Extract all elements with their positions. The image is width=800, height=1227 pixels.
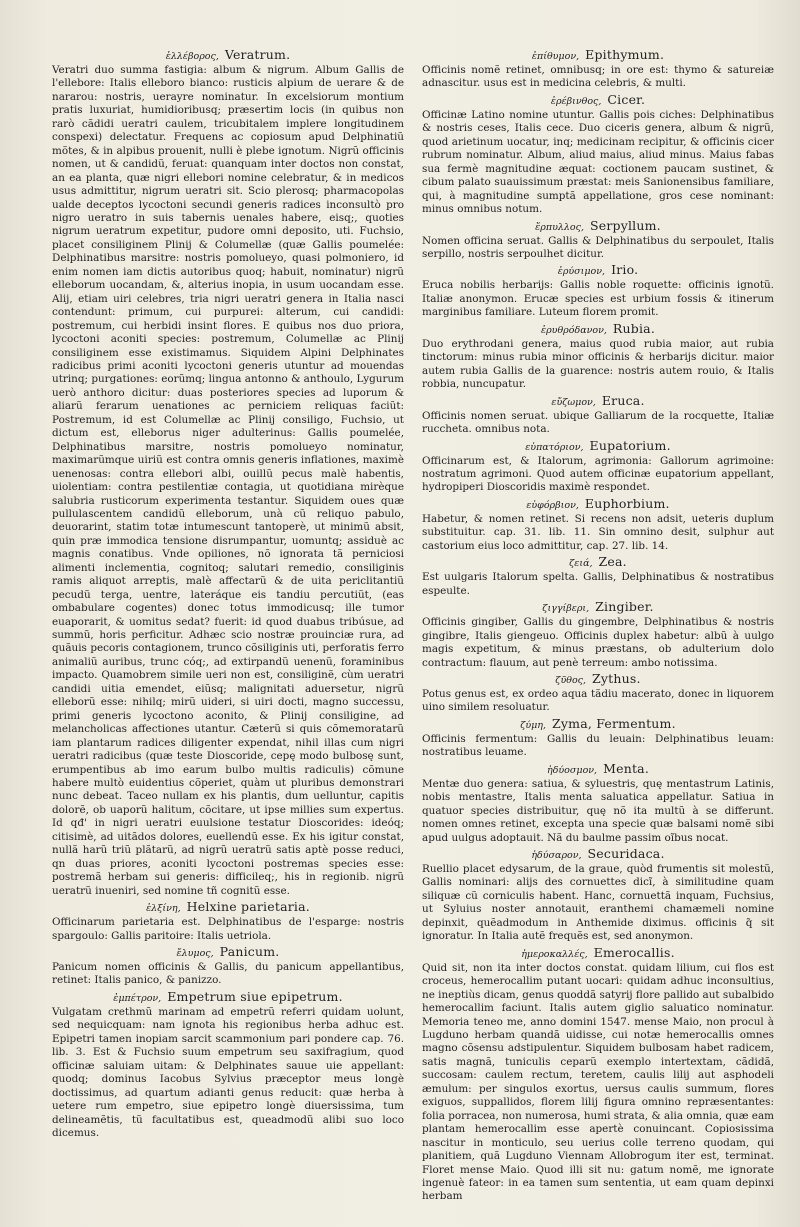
greek-name: εὐπατόριον, xyxy=(525,441,584,453)
entry-heading xyxy=(422,393,774,410)
entry-text: Mentæ duo genera: satiua, & syluestris, quę mentastrum Latinis, nobis mentastre, Italis menta saluatica appellatur. Satiua in quatuor species distribuitur, quę nõ ita multũ à se differunt. nomen omnes retinet, excepta una specie quæ balsami nomẽ sibi apud uulgus adoptauit. Nã du baulme passim oĩbus nocat. xyxy=(422,777,774,844)
latin-name: Panicum. xyxy=(219,944,280,959)
entry-text: Potus genus est, ex ordeo aqua tãdiu macerato, donec in liquorem uino similem resoluatur. xyxy=(422,687,774,714)
entry-heading xyxy=(422,846,774,863)
entry-text: Officinis fermentum: Gallis du leuain: Delphinatibus leuam: nostratibus leuame. xyxy=(422,732,774,759)
entry-heading xyxy=(422,599,774,616)
latin-name: Cicer. xyxy=(607,91,646,107)
entry-heading xyxy=(422,671,774,688)
herb-entry xyxy=(52,47,404,898)
entry-text: Est uulgaris Italorum spelta. Gallis, Delphinatibus & nostratibus espeulte. xyxy=(422,571,774,597)
greek-name: ἐρυθρόδανον, xyxy=(541,324,607,336)
entry-text: Officinis gingiber, Gallis du gingembre, Delphinatibus & nostris gingibre, Italis giengeuo. Officinis duplex habetur: albũ à uulgo magis expetitum, & minus præstans, ob adulterium dolo contractum: flauum, aut penè terreum: ambo notissima. xyxy=(422,616,774,669)
herb-entry xyxy=(422,846,774,944)
latin-name: Zingiber. xyxy=(595,599,654,615)
herb-entry xyxy=(52,944,404,988)
greek-name: ἕρπυλλος, xyxy=(535,221,584,233)
entry-heading xyxy=(422,554,774,571)
herb-entry xyxy=(422,761,774,845)
entry-heading xyxy=(422,761,774,778)
greek-name: ζιγγίβερι, xyxy=(542,603,590,615)
entry-text: Officinarum est, & Italorum, agrimonia: Gallorum agrimoine: nostratum agrimoni. Quod autem officinæ eupatorium appellant, hydropiperi Dioscoridis maximè respondet. xyxy=(422,454,774,494)
entry-heading xyxy=(422,47,774,64)
entry-text: Officinis nomen seruat. ubique Galliarum de la rocquette, Italiæ ruccheta. omnibus nota. xyxy=(422,409,774,436)
entry-heading xyxy=(422,262,774,279)
herb-entry xyxy=(422,438,774,495)
latin-name: Euphorbium. xyxy=(584,495,670,511)
herb-entry xyxy=(422,321,774,392)
herb-entry xyxy=(422,599,774,670)
greek-name: ζῦθος, xyxy=(555,674,587,686)
latin-name: Emerocallis. xyxy=(593,944,675,960)
right-column xyxy=(422,46,774,1204)
greek-name: ζύμη, xyxy=(520,719,547,731)
entry-text: Duo erythrodani genera, maius quod rubia maior, aut rubia tinctorum: minus rubia minor officinis & herbarijs dicitur. maior autem rubia Gallis de la guarence: nostris autem rouio, & Italis robbia, nuncupatur. xyxy=(422,337,774,391)
herb-entry xyxy=(422,671,774,715)
entry-text: Veratri duo summa fastigia: album & nigrum. Album Gallis de l'ellebore: Italis elleboro bianco: rusticis alpium de uerare & de nararou: nostris, uerayre nominatur. In excelsiorum montium pratis luxuriat, humidioribusq; præsertim locis (in quibus non rarò cãdidi ueratri caulem, tricubitalem implere longitudinem conspexi) delectatur. Frequens ac copiosum apud Delphinatiũ mõtes, & in alpibus prouenit, nulli è plebe ignotum. Nigrũ officinis nomen, ut & candidũ, feruat: quanquam inter doctos non constat, an ea planta, quæ nigri ellebori nomine celebratur, & in medicos usus admittitur, nigrum ueratri sit. Scio plerosq; pharmacopolas ualde deceptos lycoctoni secundi generis radices inconsultò pro nigro ueratro in suis tabernis uenales habere, eisq;, quoties nigrum ueratrum expetitur, pudore omni deposito, uti. Fuchsio, placet consiliginem Plinij & Columellæ (quæ Gallis poumelée: Delphinatibus marsitre: nostris pomolueyo, quasi polmoniero, id enim nomen iam dictis autoribus quoq; habuit, nominatur) nigrũ elleborum uocandam, &, alterius inopia, in usum uocandam esse. Alij, etiam uiri celebres, tria nigri ueratri genera in Italia nasci contendunt: primum, cui purpurei: alterum, cui candidi: postremum, cui herbidi insint flores. E quibus nos duo priora, lycoctoni aconiti species: postremum, Columellæ ac Plinij consiliginem esse existimamus. Siquidem Alpini Delphinates radicibus primi aconiti lycoctoni generis utuntur ad mouendas utrinq; purgationes: eorũmq; lingua antonno & anthoulo, Lygurum uerò anthoro dicitur: duas posteriores species ad luporum & aliarũ ferarum uenationes ac perniciem reliquas faciũt: Postremum, id est Columellæ ac Plinij consiligo, Fuchsio, ut dictum est, elleborus niger adulterinus: Gallis poumelée, Delphinatibus marsitre, nostris pomolueyo nominatur, maximarũmque uiriũ est contra omnis generis inflationes, maximè uenenosas: contra ellebori albi, ouillũ pecus malè habentis, uiolentiam: contra pestilentiæ contagia, ut quotidiana mirèque salubria rusticorum experimenta testantur. Siquidem oues quæ pullulascentem candidũ elleborum, unà cũ reliquo pabulo, deuorarint, statim totæ intumescunt tantoperè, ut minimũ absit, quin præ immodica tensione disrumpantur, uomuntq; assiduè ac magnis conatibus. Vnde opiliones, nõ ignorata tã perniciosi alimenti inclementia, cognitoq; salutari remedio, consiliginis ramis aliquot arreptis, malè affectarũ & de uita periclitantiũ pecudũ terga, uentre, lateráque eis tandiu percutiũt, (eas ombabulare cogentes) donec totus immodicusq; ille tumor euaporarit, & uomitus sedat? fuerit: id quod duabus tribúsue, ad summũ, horis perficitur. Adhæc scio nostræ prouinciæ rura, ad quãuis pecoris contagionem, trunco cõsiliginis uti, perforatis ferro animaliũ auribus, trunc cóq;, ad extirpandũ uenenũ, foraminibus impacto. Quamobrem simile ueri non est, consiliginẽ, cùm ueratri candidi uitia emendet, eiũsq; malignitati aduersetur, nigrũ elleborũ esse: nihilq; mirũ uideri, si uiri docti, magno successu, primi generis lycoctono aconito, & Plinij consiligine, ad melancholicas affectiones utantur. Cæterũ si quis cõmemoratarũ iam plantarum radices diligenter expendat, nihil illas cum nigri ueratri radicibus (quæ teste Dioscoride, cepę modo bulbosę sunt, erumpentibus ab imo earum bulbo multis radiculis) cõmune habere multò euidentius cõperiet, quàm ut pluribus demonstrari nunc debeat. Taceo nullam ex his plantis, dum uelluntur, capitis dolorẽ, ob uaporũ halitum, cõcitare, ut ipse millies sum expertus. Id qđ' in nigri ueratri euulsione testatur Dioscorides: ideóq; citisimè, ad uitãdos dolores, euellendũ esse. Ex his igitur constat, nullã harũ triũ plãtarũ, ad nigrũ ueratrũ satis aptè posse reduci, qn duas priores, aconiti lycoctoni postremas species esse: postremã herbam sui generis: difficileq;, his in regionib. nigrũ ueratrũ inueniri, sed nomine tñ cognitũ esse. xyxy=(52,64,404,897)
entry-heading xyxy=(422,945,774,962)
greek-name: ἡδύσαρον, xyxy=(531,850,582,862)
herb-entry xyxy=(52,899,404,943)
latin-name: Zyma, Fermentum. xyxy=(552,715,676,731)
entry-heading xyxy=(422,438,774,455)
herb-entry xyxy=(422,218,774,262)
greek-name: ἐρύσιμον, xyxy=(557,266,606,278)
entry-heading xyxy=(422,218,774,235)
entry-heading xyxy=(422,321,774,338)
herb-entry xyxy=(422,393,774,437)
entry-text: Nomen officina seruat. Gallis & Delphinatibus du serpoulet, Italis serpillo, nostris serpoulhet dicitur. xyxy=(422,234,774,260)
herb-entry xyxy=(422,92,774,217)
latin-name: Veratrum. xyxy=(224,47,291,62)
entry-heading xyxy=(422,496,774,513)
greek-name: ἑλξίνη, xyxy=(146,903,181,915)
entry-heading xyxy=(52,899,404,916)
latin-name: Helxine parietaria. xyxy=(186,899,310,915)
greek-name: ζειά, xyxy=(569,558,593,570)
greek-name: ἐπίθυμον, xyxy=(531,51,580,62)
entry-text: Quid sit, non ita inter doctos constat. quidam lilium, cui flos est croceus, hemerocallim putant uocari: quidam adhuc inconsultius, ne ineptiùs dicam, genus quoddã satyrij flore pallido aut subalbido hemerocallim faciunt. Italis autem giglio saluatico nominatur. Memoria teneo me, anno domini 1547. mense Maio, non procul à Lugduno herbam quandã uidisse, cui notæ hemerocallis omnes magno cõsensu adstipulentur. Siquidem bulbosam habet radicem, satis magnã, tuniculis ceparũ exemplo intertextam, cãdidã, succosam: caulem rectum, teretem, caulis lilij aut asphodeli æmulum: per singulos exortus, uersus caulis summum, flores exiguos, suppallidos, florem lilij figura omnino repræsentantes: folia porracea, non numerosa, humi strata, & alia omnia, quæ eam plantam hemerocallim esse apertè conuincant. Copiosissima nascitur in monticulo, seu uerius colle terreno quodam, qui planitiem, quã Lugduno Viennam Allobrogum iter est, terminat. Floret mense Maio. Quod illi sit nu: gatum nomẽ, me ignorate ingenuè fateor: in ea tamen sum sententia, ut eam quam depinxi herbam xyxy=(422,961,774,1203)
greek-name: εὐφόρβιον, xyxy=(526,499,579,511)
latin-name: Empetrum siue epipetrum. xyxy=(167,988,343,1004)
greek-name: ἔλυμος, xyxy=(176,948,214,959)
herb-entry xyxy=(422,945,774,1204)
herb-entry xyxy=(52,989,404,1141)
greek-name: ἡδύοσμον, xyxy=(547,764,598,776)
greek-name: ἐμπέτρον, xyxy=(113,992,162,1004)
entry-heading xyxy=(52,989,404,1006)
herb-entry xyxy=(422,716,774,760)
latin-name: Zea. xyxy=(598,554,627,570)
entry-text: Eruca nobilis herbarijs: Gallis noble roquette: officinis ignotũ. Italiæ anonymon. Erucæ species est urbium fossis & itinerum marginibus familiare. Luteum florem promit. xyxy=(422,279,774,319)
latin-name: Irio. xyxy=(611,262,639,278)
greek-name: ἑλλέβορος, xyxy=(165,51,219,62)
latin-name: Rubia. xyxy=(612,320,655,336)
herb-entry xyxy=(422,554,774,598)
entry-heading xyxy=(52,944,404,961)
herb-entry xyxy=(422,262,774,319)
entry-text: Ruellio placet edysarum, de la graue, quòd frumentis sit molestũ, Gallis nominari: alijs des cornuettes dicĩ, à similitudine quam siliquæ cũ corniculis habent. Hanc, cornuettã inquam, Fuchsius, ut Syluius noster annotauit, eranthemi chamæmeli nomine depinxit, quẽadmodum in Anthemide diximus. officinis q̃ sit ignoratur. In Italia autẽ frequẽs est, sed anonymon. xyxy=(422,863,774,943)
left-column xyxy=(52,46,404,1140)
latin-name: Eupatorium. xyxy=(589,437,671,453)
entry-heading xyxy=(422,716,774,733)
entry-text: Officinis nomẽ retinet, omnibusq; in ore est: thymo & satureiæ adnascitur. usus est in medicina celebris, & multi. xyxy=(422,64,774,90)
greek-name: ἡμεροκαλλές, xyxy=(521,948,588,960)
latin-name: Zythus. xyxy=(592,670,641,686)
greek-name: ἐρέβινθος, xyxy=(550,95,602,107)
greek-name: εὔζωμον, xyxy=(551,396,596,408)
entry-text: Panicum nomen officinis & Gallis, du panicum appellantibus, retinet: Italis panico, & panizzo. xyxy=(52,961,404,987)
entry-text: Vulgatam crethmũ marinam ad empetrũ referri quidam uolunt, sed nequicquam: nam ignota his regionibus herba adhuc est. Epipetri tamen inopiam sarcit scammonium pari pondere cap. 76. lib. 3. Est & Fuchsio suum empetrum seu saxifragium, quod officinæ saluiam uitam: & Delphinates sauue uie appellant: quodq; dominus Iacobus Sylvius præceptor meus longè doctissimus, ad quartum adianti genus reducit: quæ herba à uetere rum empetro, siue epipetro longè diuersissima, tum delineamẽtis, tũ facultatibus est, queadmodũ alibi suo loco dicemus. xyxy=(52,1005,404,1139)
latin-name: Serpyllum. xyxy=(589,217,661,233)
herb-entry xyxy=(422,496,774,553)
entry-heading xyxy=(52,47,404,64)
entry-text: Officinarum parietaria est. Delphinatibus de l'esparge: nostris spargoulo: Gallis paritoire: Italis uetriola. xyxy=(52,916,404,942)
latin-name: Securidaca. xyxy=(587,846,665,862)
entry-text: Officinæ Latino nomine utuntur. Gallis pois ciches: Delphinatibus & nostris ceses, Italis cece. Duo ciceris genera, album & nigrũ, quod arietinum uocatur, inq; medicinam recipitur, & officinis cicer rubrum nominatur. Album, aliud maius, aliud minus. Maius fabas sua fermè magnitudine æquat: coctionem paucam sustinet, & cibum palato suauissimum præstat: meis Sanionensibus familiare, qui, à magnitudine sumptã appellatione, gros cese nominant: minus omnibus notum. xyxy=(422,108,774,216)
entry-heading xyxy=(422,92,774,109)
herb-entry xyxy=(422,47,774,91)
latin-name: Menta. xyxy=(603,760,649,776)
entry-text: Habetur, & nomen retinet. Si recens non adsit, ueteris duplum substituitur. cap. 31. lib. 11. Sin omnino desit, sulphur aut castorium eius loco admittitur, cap. 27. lib. 14. xyxy=(422,512,774,552)
latin-name: Eruca. xyxy=(601,392,645,408)
latin-name: Epithymum. xyxy=(585,47,665,62)
